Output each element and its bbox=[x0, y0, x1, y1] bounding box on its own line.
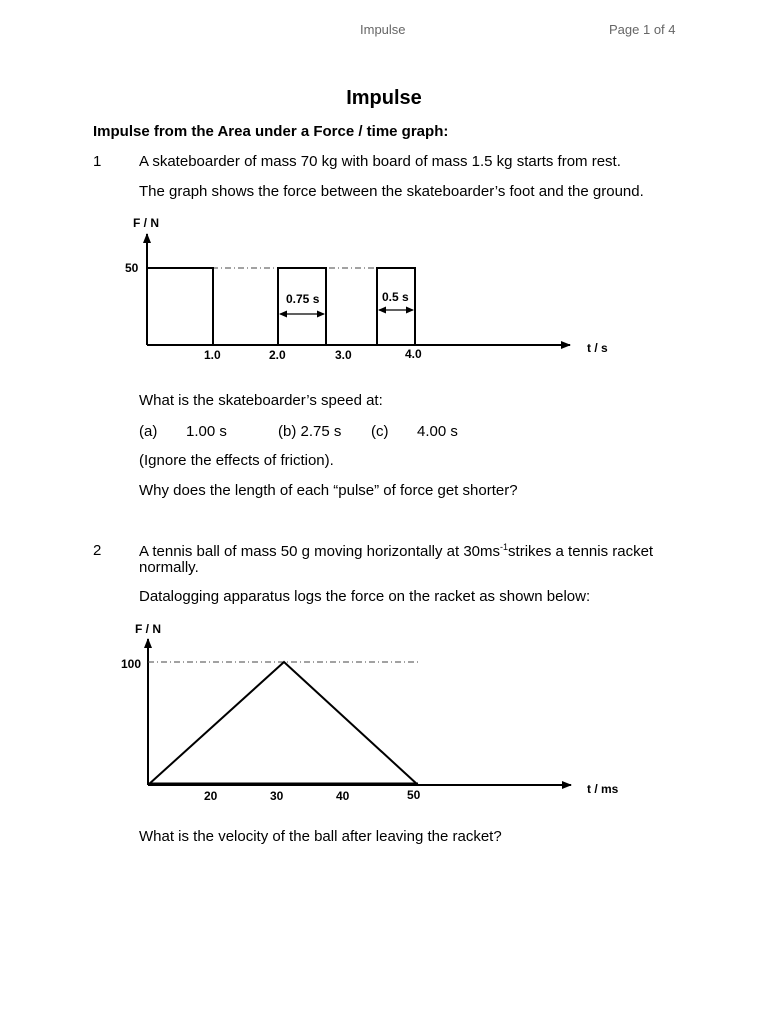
force-time-graph-1 bbox=[100, 210, 640, 370]
q1-part-b: (b) 2.75 s bbox=[278, 423, 342, 440]
g1-x-tick-2: 2.0 bbox=[269, 348, 286, 362]
g1-x-tick-1: 1.0 bbox=[204, 348, 221, 362]
q1-part-c-label: (c) bbox=[371, 423, 389, 440]
g1-y-axis-label: F / N bbox=[133, 216, 159, 230]
q2-line1 bbox=[139, 542, 653, 560]
q2-number: 2 bbox=[93, 542, 102, 559]
g2-x-tick-50: 50 bbox=[407, 788, 421, 802]
g1-x-axis-label: t / s bbox=[587, 341, 608, 355]
g2-x-axis-label: t / ms bbox=[587, 782, 619, 796]
q1-part-c: 4.00 s bbox=[417, 423, 458, 440]
q2-line1-sup: -1 bbox=[500, 542, 509, 552]
force-time-graph-2 bbox=[100, 616, 640, 806]
q1-part-a-label: (a) bbox=[139, 423, 158, 440]
g1-x-tick-4: 4.0 bbox=[405, 347, 422, 361]
g1-y-tick-50: 50 bbox=[125, 261, 139, 275]
q2-line2: Datalogging apparatus logs the force on the racket as shown below: bbox=[139, 588, 591, 605]
g2-x-tick-40: 40 bbox=[336, 789, 350, 803]
q2-line1-pre: A tennis ball of mass 50 g moving horizontally at 30ms bbox=[139, 543, 501, 560]
q2-line1-continued: normally. bbox=[139, 559, 199, 576]
q2-line1-post: strikes a tennis racket bbox=[508, 543, 654, 560]
g1-annotation-pulse-2: 0.75 s bbox=[286, 292, 320, 306]
g1-annotation-pulse-3: 0.5 s bbox=[382, 290, 409, 304]
g2-x-tick-30: 30 bbox=[270, 789, 284, 803]
g2-y-axis-label: F / N bbox=[135, 622, 161, 636]
g2-y-tick-100: 100 bbox=[121, 657, 142, 671]
header-page-number: Page 1 of 4 bbox=[609, 22, 676, 37]
q1-ask: What is the skateboarder’s speed at: bbox=[139, 392, 383, 409]
q1-part-a: 1.00 s bbox=[186, 423, 227, 440]
q2-ask: What is the velocity of the ball after leaving the racket? bbox=[139, 828, 502, 845]
q1-number: 1 bbox=[93, 153, 102, 170]
section-subtitle: Impulse from the Area under a Force / time graph: bbox=[93, 123, 449, 140]
q1-why: Why does the length of each “pulse” of force get shorter? bbox=[139, 482, 518, 499]
g1-x-tick-3: 3.0 bbox=[335, 348, 352, 362]
q1-note: (Ignore the effects of friction). bbox=[139, 452, 334, 469]
g1-force-series bbox=[147, 268, 415, 345]
q1-line1: A skateboarder of mass 70 kg with board of mass 1.5 kg starts from rest. bbox=[139, 153, 621, 170]
page-title: Impulse bbox=[346, 87, 422, 109]
g2-x-tick-20: 20 bbox=[204, 789, 218, 803]
header-title: Impulse bbox=[360, 22, 406, 37]
g2-force-series bbox=[148, 662, 418, 785]
q1-line2: The graph shows the force between the skateboarder’s foot and the ground. bbox=[139, 183, 644, 200]
